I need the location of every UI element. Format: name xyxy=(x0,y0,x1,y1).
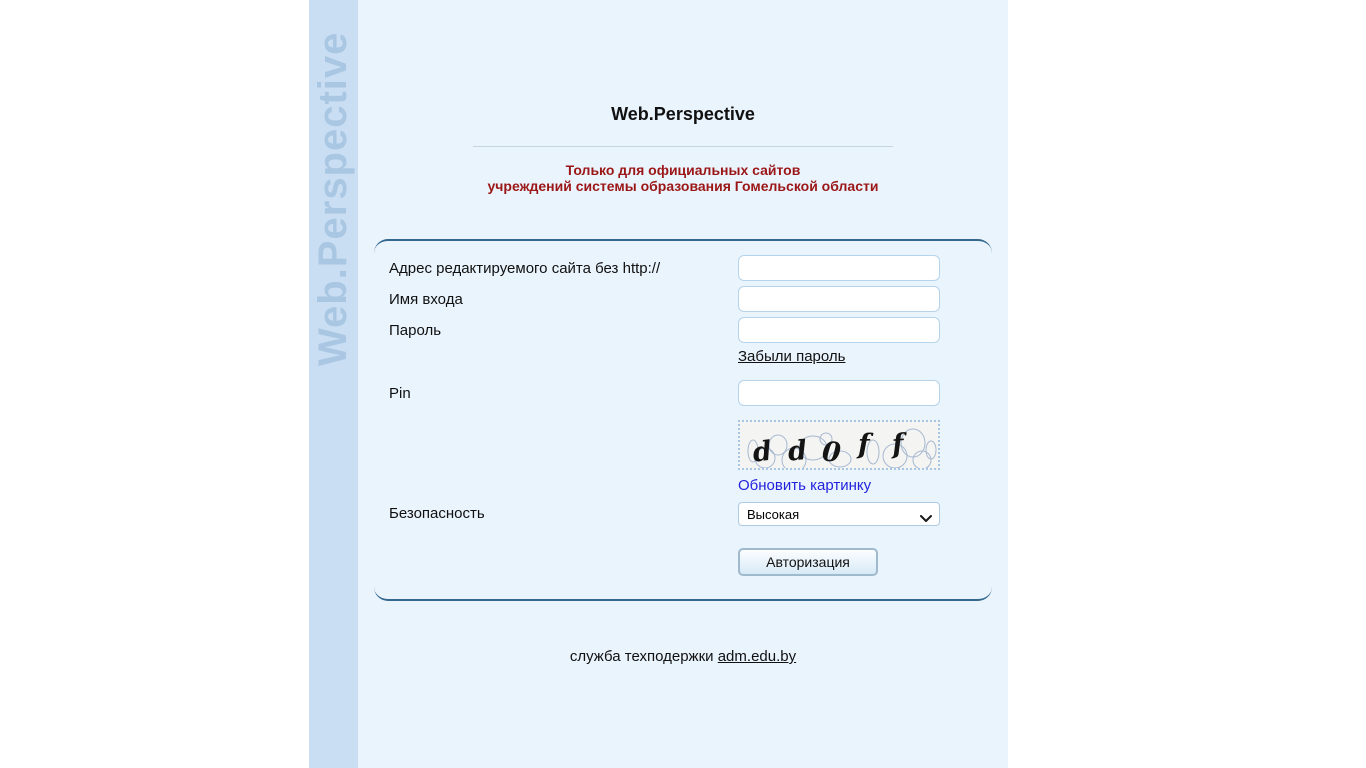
password-label: Пароль xyxy=(389,322,442,339)
divider xyxy=(473,146,893,147)
captcha-char: f xyxy=(858,429,870,460)
password-row xyxy=(389,317,992,343)
refresh-captcha-row xyxy=(389,477,992,495)
captcha-char: f xyxy=(890,428,905,461)
security-select[interactable] xyxy=(738,502,940,526)
refresh-captcha-link[interactable]: Обновить картинку xyxy=(738,477,872,494)
brand-watermark: Web.Perspective xyxy=(311,31,355,366)
pin-input[interactable] xyxy=(738,380,940,406)
captcha-char: d xyxy=(786,435,809,468)
captcha-graphic xyxy=(740,422,938,468)
notice xyxy=(358,162,1008,194)
login-label: Имя входа xyxy=(389,291,463,308)
submit-spacer xyxy=(389,548,738,553)
site-address-input[interactable] xyxy=(738,255,940,281)
login-row xyxy=(389,286,992,312)
forgot-password-row xyxy=(389,348,992,366)
left-margin xyxy=(0,0,309,768)
footer xyxy=(358,648,1008,665)
password-input[interactable] xyxy=(738,317,940,343)
page-title: Web.Perspective xyxy=(611,104,755,124)
captcha-char: 0 xyxy=(820,436,842,468)
support-link[interactable]: adm.edu.by xyxy=(717,648,797,665)
captcha-spacer xyxy=(389,411,738,416)
forgot-password-link[interactable]: Забыли пароль xyxy=(738,348,846,365)
brand-strip xyxy=(309,0,358,768)
security-label: Безопасность xyxy=(389,505,485,522)
notice-line-1: Только для официальных сайтов xyxy=(565,162,801,178)
main-content xyxy=(358,0,1008,768)
support-text: служба техподержки xyxy=(569,648,714,665)
forgot-password-spacer xyxy=(389,348,738,353)
login-input[interactable] xyxy=(738,286,940,312)
site-address-row xyxy=(389,255,992,281)
notice-line-2: учреждений системы образования Гомельской области xyxy=(487,178,879,194)
site-address-label: Адрес редактируемого сайта без http:// xyxy=(389,260,661,277)
authorize-button[interactable]: Авторизация xyxy=(738,548,878,576)
captcha-char: d xyxy=(750,435,774,468)
pin-label: Pin xyxy=(389,385,411,402)
security-row xyxy=(389,502,992,526)
pin-row xyxy=(389,380,992,406)
right-margin xyxy=(1008,0,1366,768)
captcha-image xyxy=(738,420,940,470)
submit-row xyxy=(389,548,992,576)
captcha-row xyxy=(389,411,992,470)
login-panel xyxy=(374,239,992,601)
refresh-captcha-spacer xyxy=(389,477,738,482)
